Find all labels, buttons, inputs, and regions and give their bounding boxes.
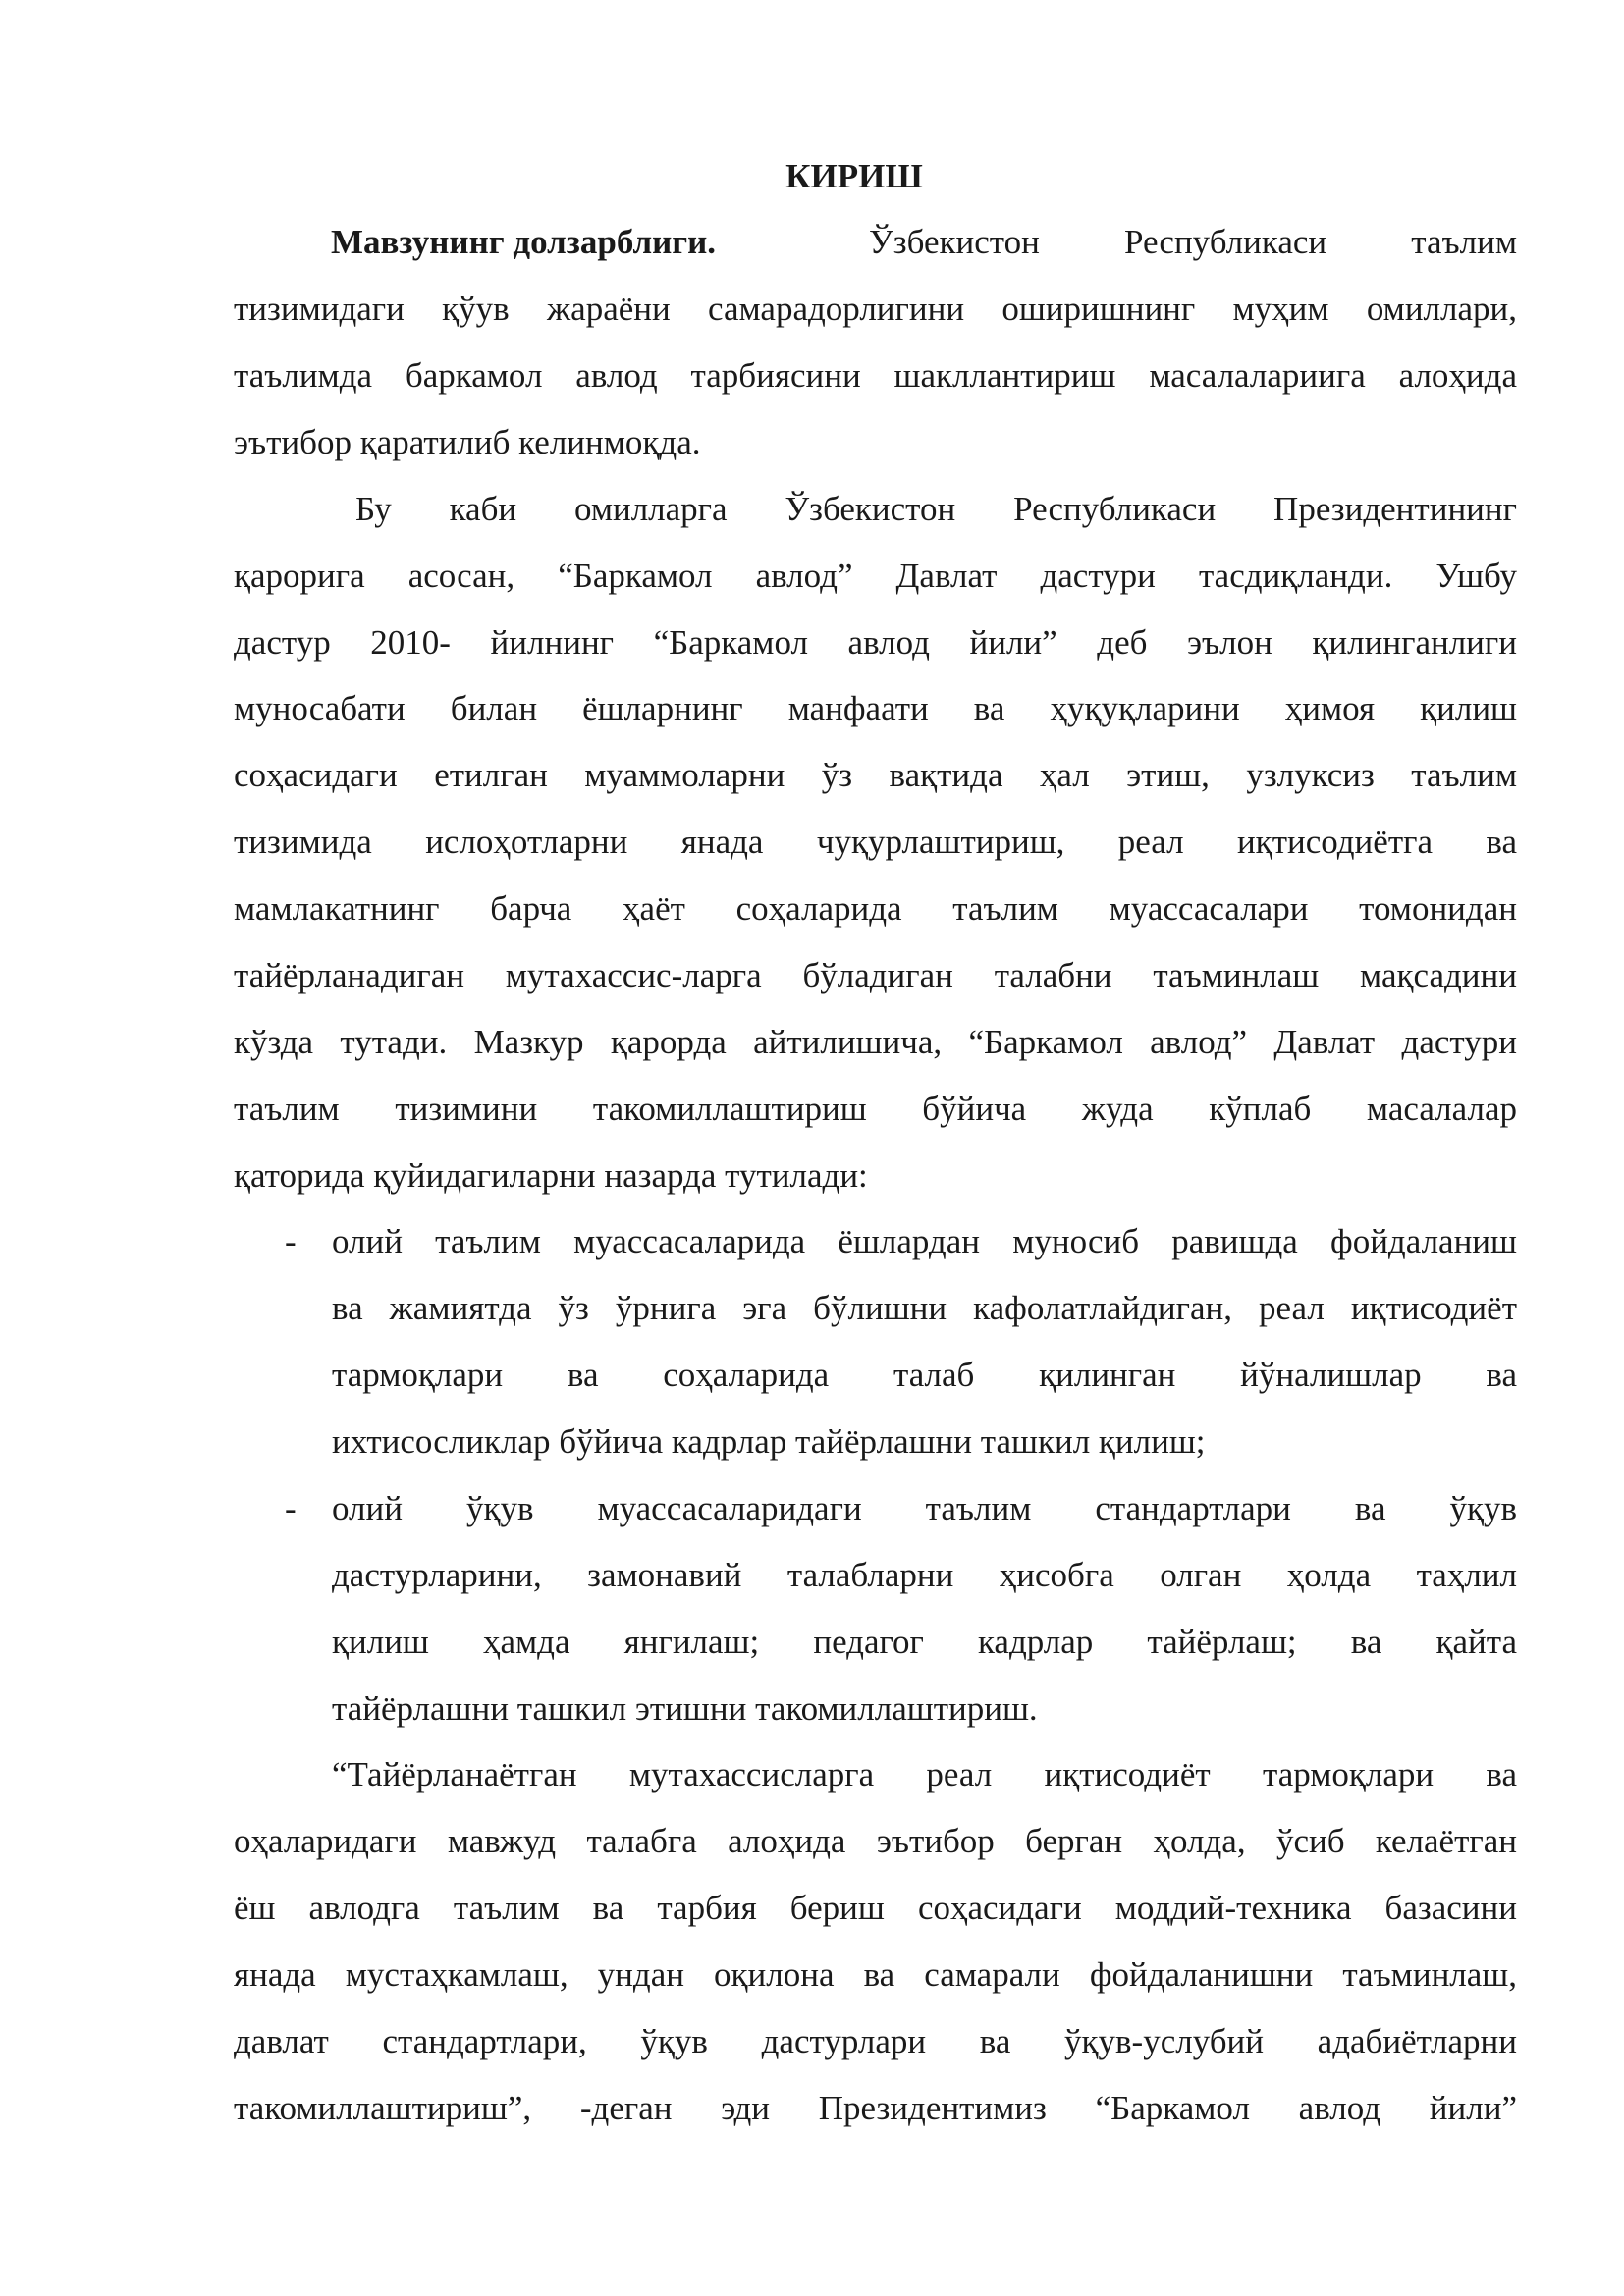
paragraph-line: таълим тизимини такомиллаштириш бўйича жуда кўплаб масалалар: [234, 1090, 1517, 1128]
paragraph-line: мамлакатнинг барча ҳаёт соҳаларида таълим муассасалари томонидан: [234, 889, 1517, 928]
list-item-line: олий ўқув муассасаларидаги таълим стандартлари ва ўқув: [332, 1489, 1517, 1527]
paragraph-lead-heading: Мавзунинг долзарблиги.: [331, 223, 717, 261]
page-title: КИРИШ: [785, 157, 923, 195]
list-item-line: тайёрлашни ташкил этишни такомиллаштириш.: [332, 1689, 1038, 1728]
paragraph-line: тайёрланадиган мутахассис-ларга бўладиган талабни таъминлаш мақсадини: [234, 956, 1517, 994]
paragraph-line: тизимида ислоҳотларни янада чуқурлаштириш, реал иқтисодиётга ва: [234, 823, 1517, 861]
paragraph-line: Бу каби омилларга Ўзбекистон Республикаси Президентининг: [355, 490, 1517, 528]
paragraph-line: қарорига асосан, “Баркамол авлод” Давлат дастури тасдиқланди. Ушбу: [234, 557, 1517, 595]
paragraph-line: “Тайёрланаётган мутахассисларга реал иқтисодиёт тармоқлари ва: [332, 1755, 1517, 1793]
paragraph-line: давлат стандартлари, ўқув дастурлари ва ўқув-услубий адабиётларни: [234, 2022, 1517, 2060]
paragraph-line: ёш авлодга таълим ва тарбия бериш соҳасидаги моддий-техника базасини: [234, 1889, 1517, 1927]
list-item-line: қилиш ҳамда янгилаш; педагог кадрлар тайёрлаш; ва қайта: [332, 1623, 1517, 1661]
list-bullet-marker: -: [285, 1222, 297, 1260]
paragraph-line: оҳаларидаги мавжуд талабга алоҳида эътибор берган ҳолда, ўсиб келаётган: [234, 1822, 1517, 1860]
list-item-line: олий таълим муассасаларида ёшлардан муносиб равишда фойдаланиш: [332, 1222, 1517, 1260]
list-item-line: ихтисосликлар бўйича кадрлар тайёрлашни ташкил қилиш;: [332, 1422, 1206, 1461]
paragraph-line: Ўзбекистон Республикаси таълим: [869, 223, 1517, 261]
paragraph-line: такомиллаштириш”, -деган эди Президентимиз “Баркамол авлод йили”: [234, 2089, 1517, 2127]
paragraph-line: кўзда тутади. Мазкур қарорда айтилишича, “Баркамол авлод” Давлат дастури: [234, 1023, 1517, 1061]
paragraph-line: тизимидаги қўув жараёни самарадорлигини оширишнинг муҳим омиллари,: [234, 290, 1517, 328]
paragraph-line: қаторида қуйидагиларни назарда тутилади:: [234, 1156, 868, 1195]
list-item-line: дастурларини, замонавий талабларни ҳисобга олган ҳолда таҳлил: [332, 1556, 1517, 1594]
list-bullet-marker: -: [285, 1489, 297, 1527]
list-item-line: тармоқлари ва соҳаларида талаб қилинган йўналишлар ва: [332, 1356, 1517, 1394]
paragraph-line: эътибор қаратилиб келинмоқда.: [234, 423, 701, 461]
paragraph-line: таълимда баркамол авлод тарбиясини шакллантириш масалалариига алоҳида: [234, 356, 1517, 395]
paragraph-line: соҳасидаги етилган муаммоларни ўз вақтида ҳал этиш, узлуксиз таълим: [234, 756, 1517, 794]
list-item-line: ва жамиятда ўз ўрнига эга бўлишни кафолатлайдиган, реал иқтисодиёт: [332, 1289, 1517, 1327]
paragraph-line: муносабати билан ёшларнинг манфаати ва ҳуқуқларини ҳимоя қилиш: [234, 689, 1517, 727]
paragraph-line: янада мустаҳкамлаш, ундан оқилона ва самарали фойдаланишни таъминлаш,: [234, 1955, 1517, 1994]
paragraph-line: дастур 2010- йилнинг “Баркамол авлод йили” деб эълон қилинганлиги: [234, 623, 1517, 662]
